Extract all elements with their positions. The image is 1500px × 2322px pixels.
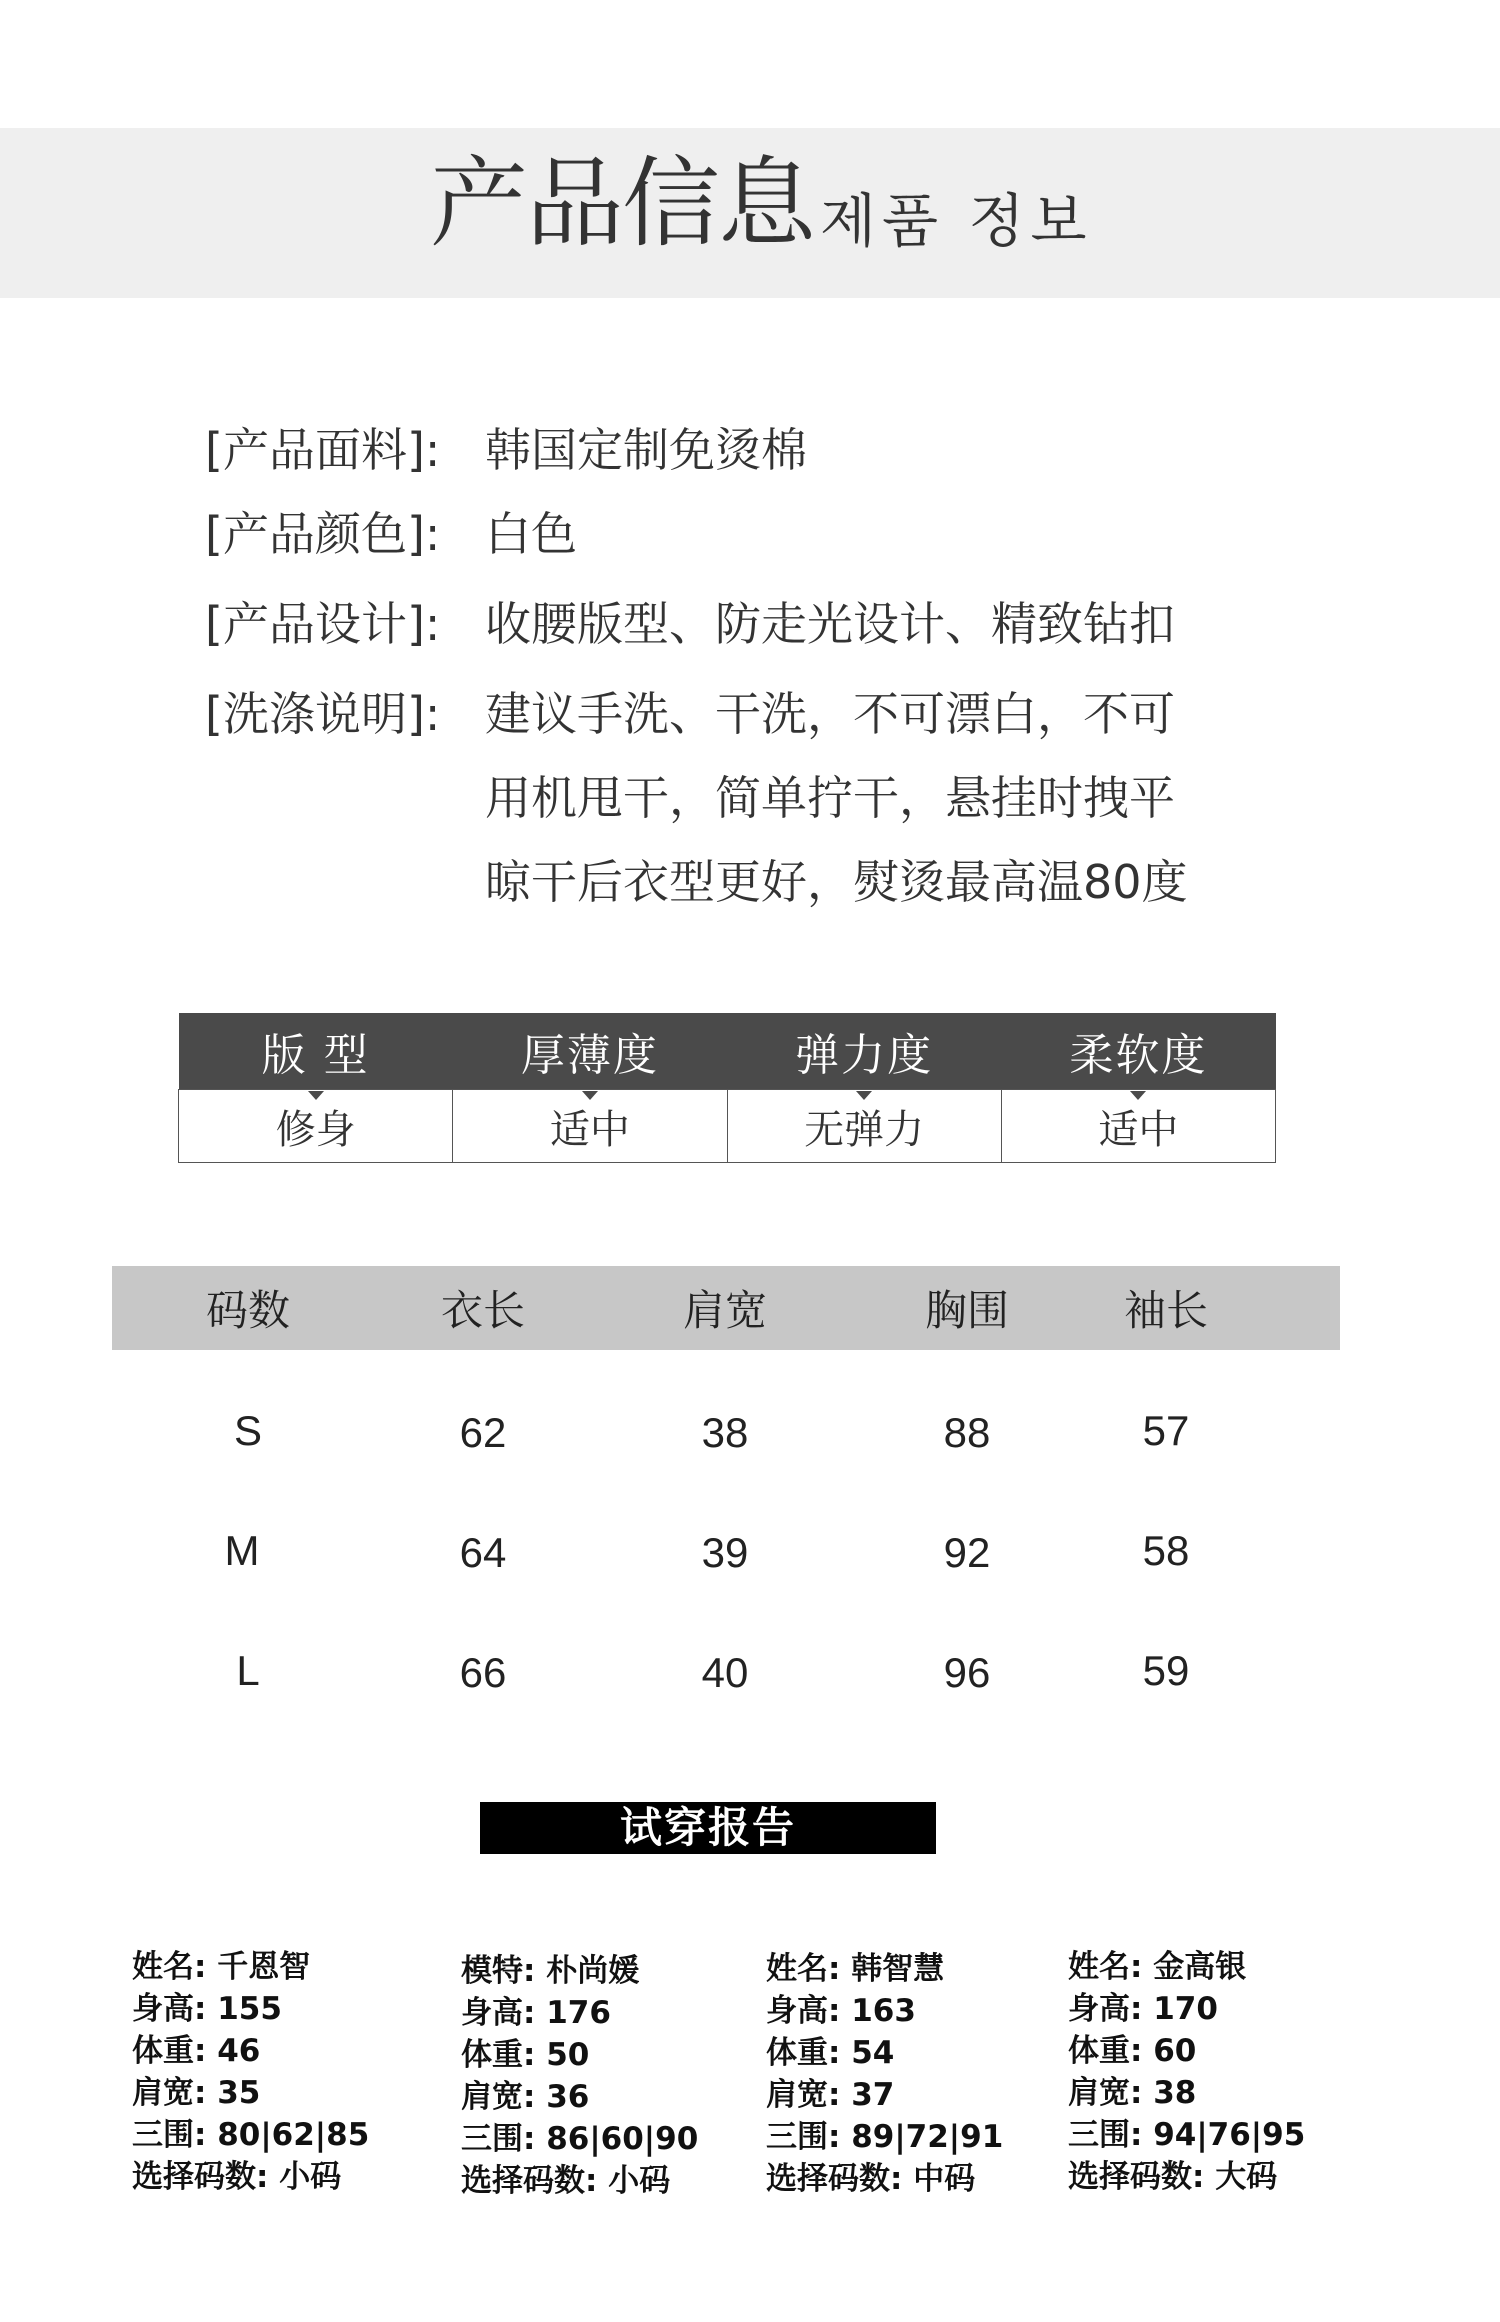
shoulder-label: 肩宽:: [461, 2079, 536, 2115]
size-cell: 92: [943, 1529, 991, 1576]
size-cell: M: [224, 1527, 260, 1574]
name-value: 千恩智: [217, 1949, 311, 1985]
color-value: 白色: [485, 507, 577, 561]
fit-value-cell: 适中: [1001, 1090, 1275, 1163]
size-header-cell: 肩宽: [682, 1286, 767, 1335]
shoulder-value: 35: [217, 2075, 261, 2111]
measure-value: 86|60|90: [546, 2121, 699, 2157]
size-label: 选择码数:: [1068, 2159, 1205, 2195]
shoulder-value: 37: [851, 2077, 895, 2113]
shoulder-label: 肩宽:: [132, 2075, 207, 2111]
size-cell: 40: [701, 1649, 749, 1696]
product-info: [205, 408, 1305, 924]
size-header-cell: 码数: [205, 1286, 290, 1335]
model-height-row: [766, 1990, 1003, 2032]
color-label: [产品颜色]:: [205, 507, 441, 561]
size-cell: 64: [459, 1529, 507, 1576]
measure-label: 三围:: [461, 2121, 536, 2157]
model-height-row: [132, 1988, 369, 2030]
wash-line: 建议手洗、干洗，不可漂白，不可: [485, 687, 1175, 741]
model-weight-row: [461, 2034, 698, 2076]
wash-label: [洗涤说明]:: [205, 687, 441, 741]
pointer-arrow-icon: [1130, 1091, 1146, 1100]
shoulder-value: 36: [546, 2079, 590, 2115]
model-card: [1068, 1946, 1305, 2198]
height-label: 身高:: [132, 1991, 207, 2027]
size-label: 选择码数:: [461, 2163, 598, 2199]
size-cell: 62: [459, 1409, 507, 1456]
fit-header-cell: [1001, 1013, 1275, 1090]
model-size-row: [766, 2158, 1003, 2200]
model-size-row: [1068, 2156, 1305, 2198]
size-label: 选择码数:: [132, 2159, 269, 2195]
fit-value-cell: 适中: [453, 1090, 727, 1163]
model-shoulder-row: [132, 2072, 369, 2114]
name-label: 姓名:: [1068, 1949, 1143, 1985]
model-measure-row: [132, 2114, 369, 2156]
model-height-row: [1068, 1988, 1305, 2030]
name-value: 韩智慧: [851, 1951, 945, 1987]
wash-value: [485, 672, 1305, 924]
shoulder-value: 38: [1153, 2075, 1197, 2111]
size-header-cell: 胸围: [924, 1286, 1009, 1335]
size-value: 小码: [279, 2159, 342, 2195]
name-label: 姓名:: [132, 1949, 207, 1985]
weight-value: 50: [546, 2037, 590, 2073]
model-size-row: [132, 2156, 369, 2198]
model-weight-row: [132, 2030, 369, 2072]
wash-line: 用机甩干，简单拧干，悬挂时拽平: [485, 771, 1175, 825]
size-value: 大码: [1215, 2159, 1278, 2195]
weight-label: 体重:: [461, 2037, 536, 2073]
height-value: 176: [546, 1995, 611, 2031]
weight-label: 体重:: [766, 2035, 841, 2071]
info-row-wash: [205, 672, 1305, 924]
weight-value: 60: [1153, 2033, 1197, 2069]
pointer-arrow-icon: [582, 1091, 598, 1100]
height-value: 163: [851, 1993, 916, 2029]
height-label: 身高:: [1068, 1991, 1143, 2027]
fit-header-cell: [179, 1013, 453, 1090]
model-shoulder-row: [766, 2074, 1003, 2116]
size-cell: 88: [943, 1409, 991, 1456]
height-value: 170: [1153, 1991, 1218, 2027]
weight-value: 54: [851, 2035, 895, 2071]
size-header-cell: 袖长: [1123, 1286, 1208, 1335]
model-card: [461, 1950, 698, 2202]
size-cell: 59: [1142, 1647, 1190, 1694]
fit-value-cell: 修身: [179, 1090, 453, 1163]
measure-value: 94|76|95: [1153, 2117, 1306, 2153]
page-title: 产品信息: [430, 147, 815, 261]
model-card: [132, 1946, 369, 2198]
name-value: 金高银: [1153, 1949, 1247, 1985]
measure-value: 80|62|85: [217, 2117, 370, 2153]
fit-header-label: 柔软度: [1069, 1030, 1208, 1081]
shoulder-label: 肩宽:: [766, 2077, 841, 2113]
size-value: 小码: [608, 2163, 671, 2199]
model-name-row: [766, 1948, 1003, 1990]
fit-table-header-row: [179, 1013, 1276, 1090]
measure-value: 89|72|91: [851, 2119, 1004, 2155]
size-label: 选择码数:: [766, 2161, 903, 2197]
design-value: 收腰版型、防走光设计、精致钻扣: [485, 597, 1175, 651]
fit-header-label: 版 型: [261, 1030, 370, 1081]
fabric-value: 韩国定制免烫棉: [485, 423, 807, 477]
fit-header-label: 厚薄度: [520, 1030, 659, 1081]
info-row-color: [205, 492, 1305, 576]
size-value: 中码: [913, 2161, 976, 2197]
page-subtitle: 제품 정보: [820, 187, 1093, 255]
pointer-arrow-icon: [308, 1091, 324, 1100]
model-shoulder-row: [461, 2076, 698, 2118]
weight-label: 体重:: [1068, 2033, 1143, 2069]
weight-value: 46: [217, 2033, 261, 2069]
fabric-label: [产品面料]:: [205, 423, 441, 477]
size-cell: 96: [943, 1649, 991, 1696]
pointer-arrow-icon: [856, 1091, 872, 1100]
model-height-row: [461, 1992, 698, 2034]
height-value: 155: [217, 1991, 282, 2027]
model-size-row: [461, 2160, 698, 2202]
height-label: 身高:: [461, 1995, 536, 2031]
name-label: 模特:: [461, 1953, 536, 1989]
fit-header-cell: [727, 1013, 1001, 1090]
model-measure-row: [1068, 2114, 1305, 2156]
fit-header-cell: [453, 1013, 727, 1090]
size-cell: 39: [701, 1529, 749, 1576]
fit-value-cell: 无弹力: [727, 1090, 1001, 1163]
size-cell: 58: [1142, 1527, 1190, 1574]
size-cell: 38: [701, 1409, 749, 1456]
model-measure-row: [461, 2118, 698, 2160]
measure-label: 三围:: [132, 2117, 207, 2153]
measure-label: 三围:: [1068, 2117, 1143, 2153]
fit-table-value-row: [179, 1090, 1276, 1163]
model-weight-row: [766, 2032, 1003, 2074]
model-shoulder-row: [1068, 2072, 1305, 2114]
fit-table: [178, 1013, 1276, 1163]
wash-line: 晾干后衣型更好，熨烫最高温80度: [485, 855, 1188, 909]
name-label: 姓名:: [766, 1951, 841, 1987]
model-card: [766, 1948, 1003, 2200]
shoulder-label: 肩宽:: [1068, 2075, 1143, 2111]
model-name-row: [1068, 1946, 1305, 1988]
size-cell: S: [233, 1407, 262, 1454]
weight-label: 体重:: [132, 2033, 207, 2069]
info-row-design: [205, 582, 1305, 666]
info-row-fabric: [205, 408, 1305, 492]
design-label: [产品设计]:: [205, 597, 441, 651]
size-header-cell: 衣长: [440, 1286, 525, 1335]
size-cell: L: [236, 1647, 260, 1694]
model-measure-row: [766, 2116, 1003, 2158]
model-name-row: [132, 1946, 369, 1988]
size-cell: 57: [1142, 1407, 1190, 1454]
name-value: 朴尚媛: [546, 1953, 640, 1989]
report-banner: 试穿报告: [480, 1802, 936, 1854]
measure-label: 三围:: [766, 2119, 841, 2155]
fit-header-label: 弹力度: [795, 1030, 934, 1081]
height-label: 身高:: [766, 1993, 841, 2029]
size-cell: 66: [459, 1649, 507, 1696]
model-name-row: [461, 1950, 698, 1992]
model-weight-row: [1068, 2030, 1305, 2072]
